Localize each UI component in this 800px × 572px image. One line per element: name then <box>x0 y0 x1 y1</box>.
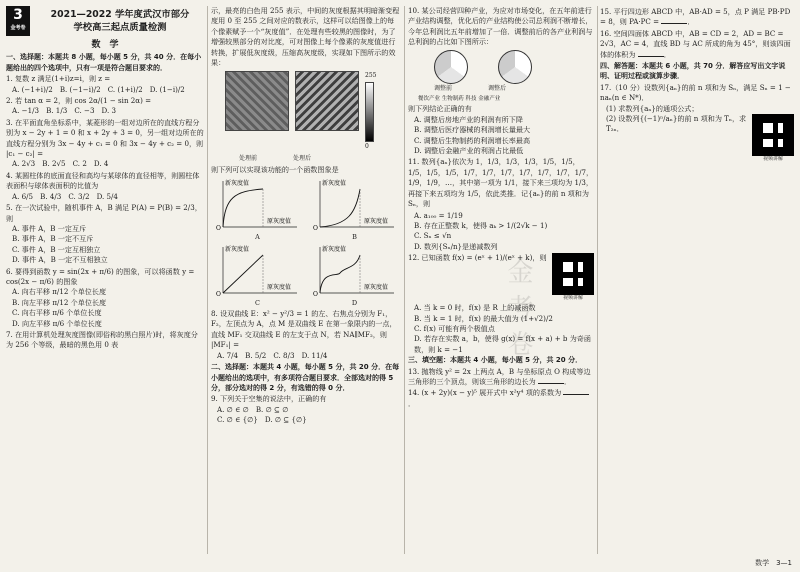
question-13: 13. 抛物线 y² = 2x 上两点 A，B 与坐标原点 O 构成等边三角形的三个顶点，则该三角形的边长为 ． <box>408 366 591 386</box>
pie-captions <box>434 84 594 94</box>
question-stem: 6. 要得到函数 y = sin(2x + π/6) 的图象，可以将函数 y = cos(2x − π/6) 的图象 <box>6 266 195 286</box>
graph-option-d <box>308 243 401 307</box>
graph-label-c: C <box>255 299 260 308</box>
option-c: C. Sₙ ≤ √n <box>414 231 452 241</box>
column-divider <box>404 6 405 554</box>
option-b: B. 向左平移 π/12 个单位长度 <box>12 297 107 307</box>
question-14: 14. (x + 2y)(x − y)⁵ 展开式中 x²y⁴ 项的系数为 ． <box>408 388 594 409</box>
graph-a-svg <box>211 177 301 233</box>
legend-item: 生物制药 <box>441 96 464 103</box>
caption-before: 处理前 <box>239 155 258 163</box>
gray-scale-bar <box>365 71 376 152</box>
question-5 <box>6 203 204 265</box>
column-4 <box>600 6 794 164</box>
option-b: B. 当 k = 1 时，f(x) 的最大值为 (1+√2)/2 <box>414 313 553 323</box>
graph-option-a <box>211 177 304 241</box>
qr-code-icon[interactable] <box>752 114 794 156</box>
graph-c-svg <box>211 243 301 299</box>
pie-after <box>498 50 532 84</box>
option-row-2: C. ∅ ∈ {∅} D. ∅ ⊆ {∅} <box>217 415 307 425</box>
paper-number-badge <box>6 6 30 36</box>
question-1 <box>6 74 204 95</box>
qr-video-lecture[interactable] <box>552 253 594 302</box>
page-footer: 数学 3—1 <box>755 559 792 567</box>
option-b: B. 存在正整数 k，使得 aₖ > 1/(2√k − 1) <box>414 220 548 230</box>
option-a: A. 事件 A，B 一定互斥 <box>12 223 87 233</box>
section-2-heading: 二、选择题：本题共 4 小题，每小题 5 分，共 20 分．在每小题给出的选项中，有多项符合题目要求．全部选对的得 5 分，部分选对的得 2 分，有选错的得 0 分． <box>211 363 400 392</box>
pie-legend <box>418 94 594 104</box>
question-options: A. 2√3 B. 2√5 C. 2 D. 4 <box>12 159 109 169</box>
photo-after-processing <box>295 71 359 131</box>
y-axis-label: 新灰度值 <box>225 246 250 254</box>
gray-gradient-bar <box>365 82 374 142</box>
qr-caption: 视频讲解 <box>762 156 783 163</box>
section-4-heading: 四、解答题：本题共 6 小题，共 70 分．解答应写出文字说明、证明过程或演算步骤． <box>600 62 786 81</box>
option-b: B. 事件 A，B 一定不互斥 <box>12 234 94 244</box>
question-stem: 5. 在一次试验中，随机事件 A，B 满足 P(A) = P(B) = 2/3，则 <box>6 203 202 223</box>
caption-after: 处理后 <box>293 155 312 163</box>
column-divider <box>597 6 598 554</box>
answer-blank[interactable] <box>538 383 564 384</box>
sub-question-2: (2) 设数列{(−1)ⁿ/aₙ}的前 n 项和为 Tₙ，求 T₂ₙ． <box>606 114 747 134</box>
legend-item: 餐饮产业 <box>418 96 441 103</box>
question-stem: 1. 复数 z 满足(1+i)z=i，则 z = <box>6 74 111 84</box>
question-stem: 14. (x + 2y)(x − y)⁵ 展开式中 x²y⁴ 项的系数为 <box>408 388 562 398</box>
graph-label-d: D <box>351 299 358 308</box>
y-axis-label: 新灰度值 <box>322 246 347 254</box>
section-1-heading: 一、选择题：本题共 8 小题，每小题 5 分，共 40 分．在每小题给出的四个选项中，只有一项是符合题目要求的． <box>6 53 202 72</box>
image-captions <box>239 154 401 164</box>
option-a: A. 向右平移 π/12 个单位长度 <box>12 287 107 297</box>
answer-blank[interactable] <box>638 56 664 57</box>
qr-caption: 视频讲解 <box>562 295 583 302</box>
column-divider <box>207 6 208 554</box>
option-d: D. 事件 A，B 一定不互相独立 <box>12 255 108 265</box>
pie-charts <box>434 50 594 84</box>
pie-caption-before: 调整前 <box>434 84 453 92</box>
question-stem: 9. 下列关于空集的说法中，正确的有 <box>211 394 327 404</box>
title-line-1: 2021—2022 学年度武汉市部分 <box>50 9 190 20</box>
question-6 <box>6 267 204 329</box>
question-stem: 8. 设双曲线 E：x² − y²/3 = 1 的左、右焦点分别为 F₁，F₂，左顶点为 A，点 M 是双曲线 E 在第一象限内的一点，直线 MF₁ 交双曲线 E 的左支于点 N，若 NA∥MF₂，则 |MF₁| = <box>211 309 397 350</box>
question-stem: 16. 空间四面体 ABCD 中，AB = CD = 2，AD = BC = 2√3，AC = 4，直线 BD 与 AC 所成的角为 45°，则该四面体的体积为 <box>600 28 791 59</box>
x-axis-label: 原灰度值 <box>364 218 389 226</box>
legend-item: 金融产业 <box>478 96 501 103</box>
pie-before <box>434 50 468 84</box>
question-options: A. 7/4 B. 5/2 C. 8/3 D. 11/4 <box>217 350 328 360</box>
x-axis-label: 原灰度值 <box>267 218 292 226</box>
watermark: 金考卷 <box>503 258 533 366</box>
curve-concave-down <box>223 189 263 227</box>
x-axis-label: 原灰度值 <box>267 284 292 292</box>
graph-d-svg <box>308 243 398 299</box>
question-7-ask: 则下列可以实现该功能的一个函数图象是 <box>211 164 339 174</box>
title-line-2: 学校高三起点质量检测 <box>73 22 167 33</box>
question-7: 7. 在用计算机处理灰度图像(即俗称的黑白照片)时，将灰度分为 256 个等级，最暗的黑色用 0 表 <box>6 329 198 350</box>
question-7-continued: 示，最亮的白色用 255 表示，中间的灰度根据其明暗渐变程度用 0 至 255 之间对应的数表示，这样可以给图像上的每个像素赋予一个“灰度值”．在处理有些较黑的图像时，为了增强较黑部分的对比度，可对图像上每个像素的灰度值进行转换，扩展低灰度级，压缩高灰度级，实现如下图所示的效果： <box>211 6 400 68</box>
question-options: A. −1/3 B. 1/3 C. −3 D. 3 <box>12 106 117 116</box>
question-15: 15. 平行四边形 ABCD 中，AB·AD = 5，点 P 满足 PB·PD = 8，则 PA·PC = ． <box>600 7 791 27</box>
option-a: A. 当 k = 0 时，f(x) 是 R 上的减函数 <box>414 303 536 313</box>
question-10: 10. 某公司经营四种产业，为应对市场变化，在五年前进行产业结构调整，优化后的产业结构使公司总利润不断增长，今年总利润比五年前增加了一倍．调整前后的各产业利润与总利润的占比如下图所示： <box>408 6 593 47</box>
curve-s-shape <box>320 255 360 293</box>
question-stem: 2. 若 tan α = 2，则 cos 2α/(1 − sin 2α) = <box>6 96 152 106</box>
option-b: B. 调整后医疗器械的利润增长量最大 <box>414 125 531 135</box>
qr-code-icon[interactable] <box>552 253 594 295</box>
graph-option-c <box>211 243 304 307</box>
y-axis-label: 新灰度值 <box>322 180 347 188</box>
column-2 <box>211 6 401 427</box>
question-2 <box>6 96 204 117</box>
answer-blank[interactable] <box>563 394 589 395</box>
column-3 <box>408 6 594 410</box>
option-c: C. f(x) 可能有两个极值点 <box>414 323 495 333</box>
sub-question-2-row <box>600 114 794 163</box>
column-1 <box>6 6 204 352</box>
subject-title: 数 学 <box>91 40 119 50</box>
option-row-1: A. ∅ ∈ ∅ B. ∅ ⊆ ∅ <box>217 404 289 414</box>
question-10-ask: 则下列结论正确的有 <box>408 104 472 114</box>
option-c: C. 事件 A，B 一定互相独立 <box>12 244 101 254</box>
option-d: D. 若存在实数 a，b，使得 g(x) = f(x + a) + b 为奇函数，则 k = −1 <box>414 334 591 354</box>
question-options: A. (−1+i)/2 B. (−1−i)/2 C. (1+i)/2 D. (1−i)/2 <box>12 84 185 94</box>
option-d: D. 调整后金融产业的利润占比最低 <box>414 146 524 156</box>
badge-brand: 金考卷 <box>10 25 26 31</box>
legend-item: 科技 <box>465 96 477 103</box>
question-12 <box>408 253 594 302</box>
y-axis-label: 新灰度值 <box>225 180 250 188</box>
question-3 <box>6 118 204 170</box>
scale-min-label: 0 <box>365 142 369 150</box>
question-4 <box>6 171 204 202</box>
question-stem: 4. 某圆柱体的底面直径和高均与某球体的直径相等，则圆柱体表面积与球体表面积的比值为 <box>6 170 200 191</box>
option-c: C. 调整后生物制药的利润增长率最高 <box>414 135 531 145</box>
question-stem: 15. 平行四边形 ABCD 中，AB·AD = 5，点 P 满足 PB·PD = 8，则 PA·PC = <box>600 7 791 27</box>
section-3-heading: 三、填空题：本题共 4 小题，每小题 5 分，共 20 分． <box>408 356 583 365</box>
qr-video-lecture[interactable] <box>752 114 794 163</box>
scale-max-label: 255 <box>365 72 377 80</box>
question-11: 11. 数列{aₙ}依次为 1，1/3，1/3，1/3，1/5，1/5，1/5，1/5，1/5，1/7，1/7，1/7，1/7，1/7，1/7，1/7，1/9，1/9，…，其中第一项为 1/1，接下来三项均为 1/3，再接下来五项均为 1/5，依此类推．记{aₙ}的前 n 项和为 Sₙ，则 <box>408 157 594 209</box>
origin-label: O <box>313 291 318 299</box>
answer-graphs <box>211 177 401 307</box>
graph-label-a: A <box>255 233 260 242</box>
option-c: C. 向右平移 π/6 个单位长度 <box>12 308 102 318</box>
question-9 <box>211 394 401 425</box>
graph-label-b: B <box>352 233 357 242</box>
origin-label: O <box>216 225 221 233</box>
line-linear <box>223 255 263 293</box>
question-options: A. 6/5 B. 4/3 C. 3/2 D. 5/4 <box>12 191 118 201</box>
question-stem: 17.（10 分）设数列{aₙ}的前 n 项和为 Sₙ，满足 Sₙ = 1 − naₙ(n ∈ N*)． <box>600 82 791 103</box>
question-stem: 3. 在平面直角坐标系中，某菱形的一组对边所在的直线方程分别为 x − 2y + 1 = 0 和 x + 2y + 3 = 0，另一组对边所在的直线方程分别为 3x − 4y + c₁ = 0 和 3x − 4y + c₂ = 0，则 |c₁ − c₂| = <box>6 117 204 159</box>
answer-blank[interactable] <box>661 23 687 24</box>
origin-label: O <box>313 225 318 233</box>
graph-option-b <box>308 177 401 241</box>
grayscale-images <box>225 71 401 152</box>
question-8 <box>211 309 401 361</box>
option-d: D. 向左平移 π/6 个单位长度 <box>12 318 102 328</box>
option-a: A. a₁₀₀ = 1/19 <box>414 210 463 220</box>
exam-title <box>36 8 204 34</box>
question-17 <box>600 83 794 163</box>
question-16: 16. 空间四面体 ABCD 中，AB = CD = 2，AD = BC = 2√3，AC = 4，直线 BD 与 AC 所成的角为 45°，则该四面体的体积为 ． <box>600 28 791 59</box>
question-stem: 12. 已知函数 f(x) = (eˣ + 1)/(eˣ + k)，则 <box>408 253 547 263</box>
option-a: A. 调整后房地产业的利润有所下降 <box>414 114 523 124</box>
pie-caption-after: 调整后 <box>488 84 507 92</box>
option-d: D. 数列{Sₙ/n}是递减数列 <box>414 241 498 251</box>
x-axis-label: 原灰度值 <box>364 284 389 292</box>
badge-number: 3 <box>13 7 23 23</box>
graph-b-svg <box>308 177 398 233</box>
exam-header <box>6 6 204 36</box>
photo-before-processing <box>225 71 289 131</box>
question-stem: 13. 抛物线 y² = 2x 上两点 A，B 与坐标原点 O 构成等边三角形的三个顶点，则该三角形的边长为 <box>408 366 591 386</box>
origin-label: O <box>216 291 221 299</box>
curve-concave-up <box>320 189 360 227</box>
sub-question-1: (1) 求数列{aₙ}的通项公式； <box>606 103 699 113</box>
